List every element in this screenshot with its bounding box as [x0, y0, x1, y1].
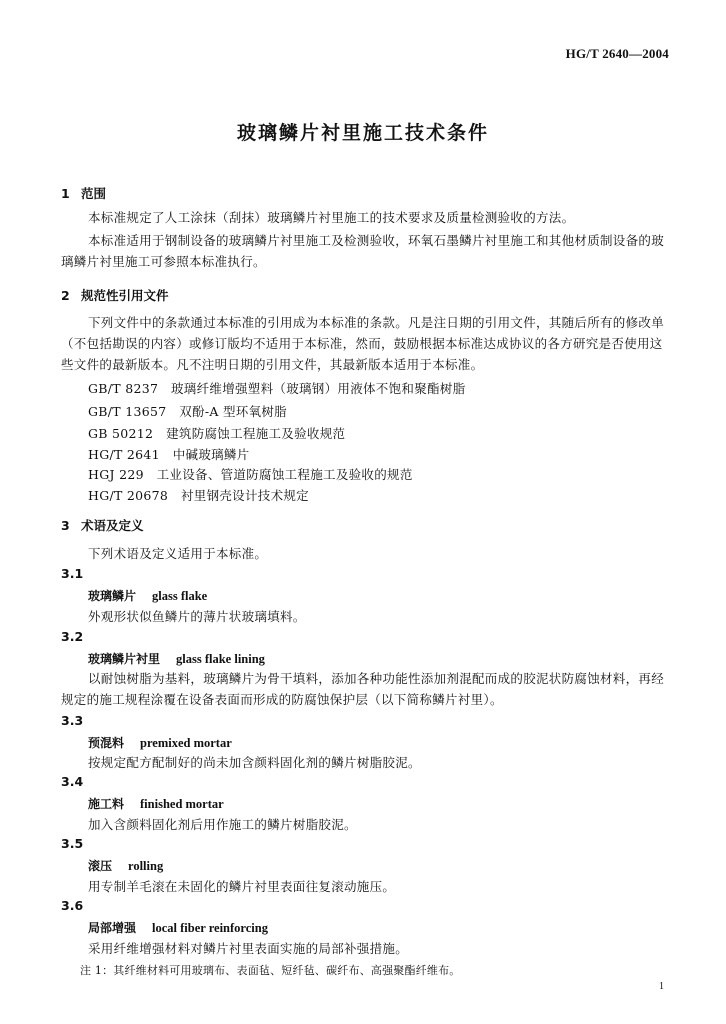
section-title: 范围 — [81, 186, 107, 201]
term-title — [88, 919, 268, 936]
reference-item: HG/T 20678 衬里钢壳设计技术规定 — [88, 488, 309, 503]
term-number: 3.6 — [61, 898, 84, 913]
term-definition: 用专制羊毛滚在未固化的鳞片衬里表面往复滚动施压。 — [88, 879, 396, 894]
term-title — [88, 650, 265, 667]
term-zh: 局部增强 — [88, 921, 137, 935]
reference-item: HGJ 229 工业设备、管道防腐蚀工程施工及验收的规范 — [88, 467, 413, 482]
section-1-heading — [61, 184, 106, 202]
term-title — [88, 587, 207, 604]
section-number: 1 — [61, 186, 70, 201]
standard-code: HG/T 2640—2004 — [565, 46, 669, 61]
term-definition: 以耐蚀树脂为基料，玻璃鳞片为骨干填料，添加各种功能性添加剂混配而成的胶泥状防腐蚀材料，再经规定的施工规程涂覆在设备表面而形成的防腐蚀保护层（以下简称鳞片衬里）。 — [61, 671, 665, 707]
section-3-heading — [61, 516, 144, 534]
section-1-para-2: 本标准适用于钢制设备的玻璃鳞片衬里施工及检测验收，环氧石墨鳞片衬里施工和其他材质制设备的玻璃鳞片衬里施工可参照本标准执行。 — [61, 233, 665, 269]
term-definition: 按规定配方配制好的尚未加含颜料固化剂的鳞片树脂胶泥。 — [88, 755, 421, 770]
section-2-para: 下列文件中的条款通过本标准的引用成为本标准的条款。凡是注日期的引用文件，其随后所有的修改单（不包括勘误的内容）或修订版均不适用于本标准，然而，鼓励根据本标准达成协议的各方研究是否使用这些文件的最新版本。凡不注明日期的引用文件，其最新版本适用于本标准。 — [61, 315, 665, 372]
term-zh: 施工料 — [88, 797, 125, 811]
reference-item: GB 50212 建筑防腐蚀工程施工及验收规范 — [88, 426, 346, 441]
term-zh: 滚压 — [88, 859, 113, 873]
term-zh: 玻璃鳞片衬里 — [88, 652, 161, 666]
page-number: 1 — [659, 981, 664, 992]
term-number: 3.4 — [61, 774, 84, 789]
term-zh: 玻璃鳞片 — [88, 589, 137, 603]
section-number: 3 — [61, 518, 70, 533]
term-definition: 加入含颜料固化剂后用作施工的鳞片树脂胶泥。 — [88, 817, 357, 832]
term-en: rolling — [128, 859, 164, 873]
reference-item: HG/T 2641 中碱玻璃鳞片 — [88, 447, 250, 462]
section-2-heading — [61, 286, 169, 304]
reference-item: GB/T 8237 玻璃纤维增强塑料（玻璃钢）用液体不饱和聚酯树脂 — [88, 381, 466, 396]
term-title — [88, 795, 224, 812]
term-en: finished mortar — [140, 797, 224, 811]
term-number: 3.2 — [61, 629, 84, 644]
term-definition: 采用纤维增强材料对鳞片衬里表面实施的局部补强措施。 — [88, 941, 409, 956]
section-3-intro: 下列术语及定义适用于本标准。 — [88, 546, 268, 561]
term-number: 3.3 — [61, 713, 84, 728]
term-title — [88, 857, 163, 874]
term-zh: 预混料 — [88, 736, 125, 750]
term-en: glass flake lining — [176, 652, 265, 666]
term-en: premixed mortar — [140, 736, 232, 750]
section-title: 规范性引用文件 — [81, 288, 169, 303]
section-1-para-1: 本标准规定了人工涂抹（刮抹）玻璃鳞片衬里施工的技术要求及质量检测验收的方法。 — [88, 210, 575, 225]
term-number: 3.1 — [61, 566, 84, 581]
term-title — [88, 734, 232, 751]
term-en: glass flake — [152, 589, 208, 603]
note: 注 1：其纤维材料可用玻璃布、表面毡、短纤毡、碳纤布、高强聚酯纤维布。 — [80, 964, 461, 977]
section-title: 术语及定义 — [81, 518, 144, 533]
section-number: 2 — [61, 288, 70, 303]
reference-item: GB/T 13657 双酚-A 型环氧树脂 — [88, 404, 287, 419]
term-en: local fiber reinforcing — [152, 921, 268, 935]
term-number: 3.5 — [61, 836, 84, 851]
page-title: 玻璃鳞片衬里施工技术条件 — [236, 122, 489, 144]
term-definition: 外观形状似鱼鳞片的薄片状玻璃填料。 — [88, 609, 306, 624]
